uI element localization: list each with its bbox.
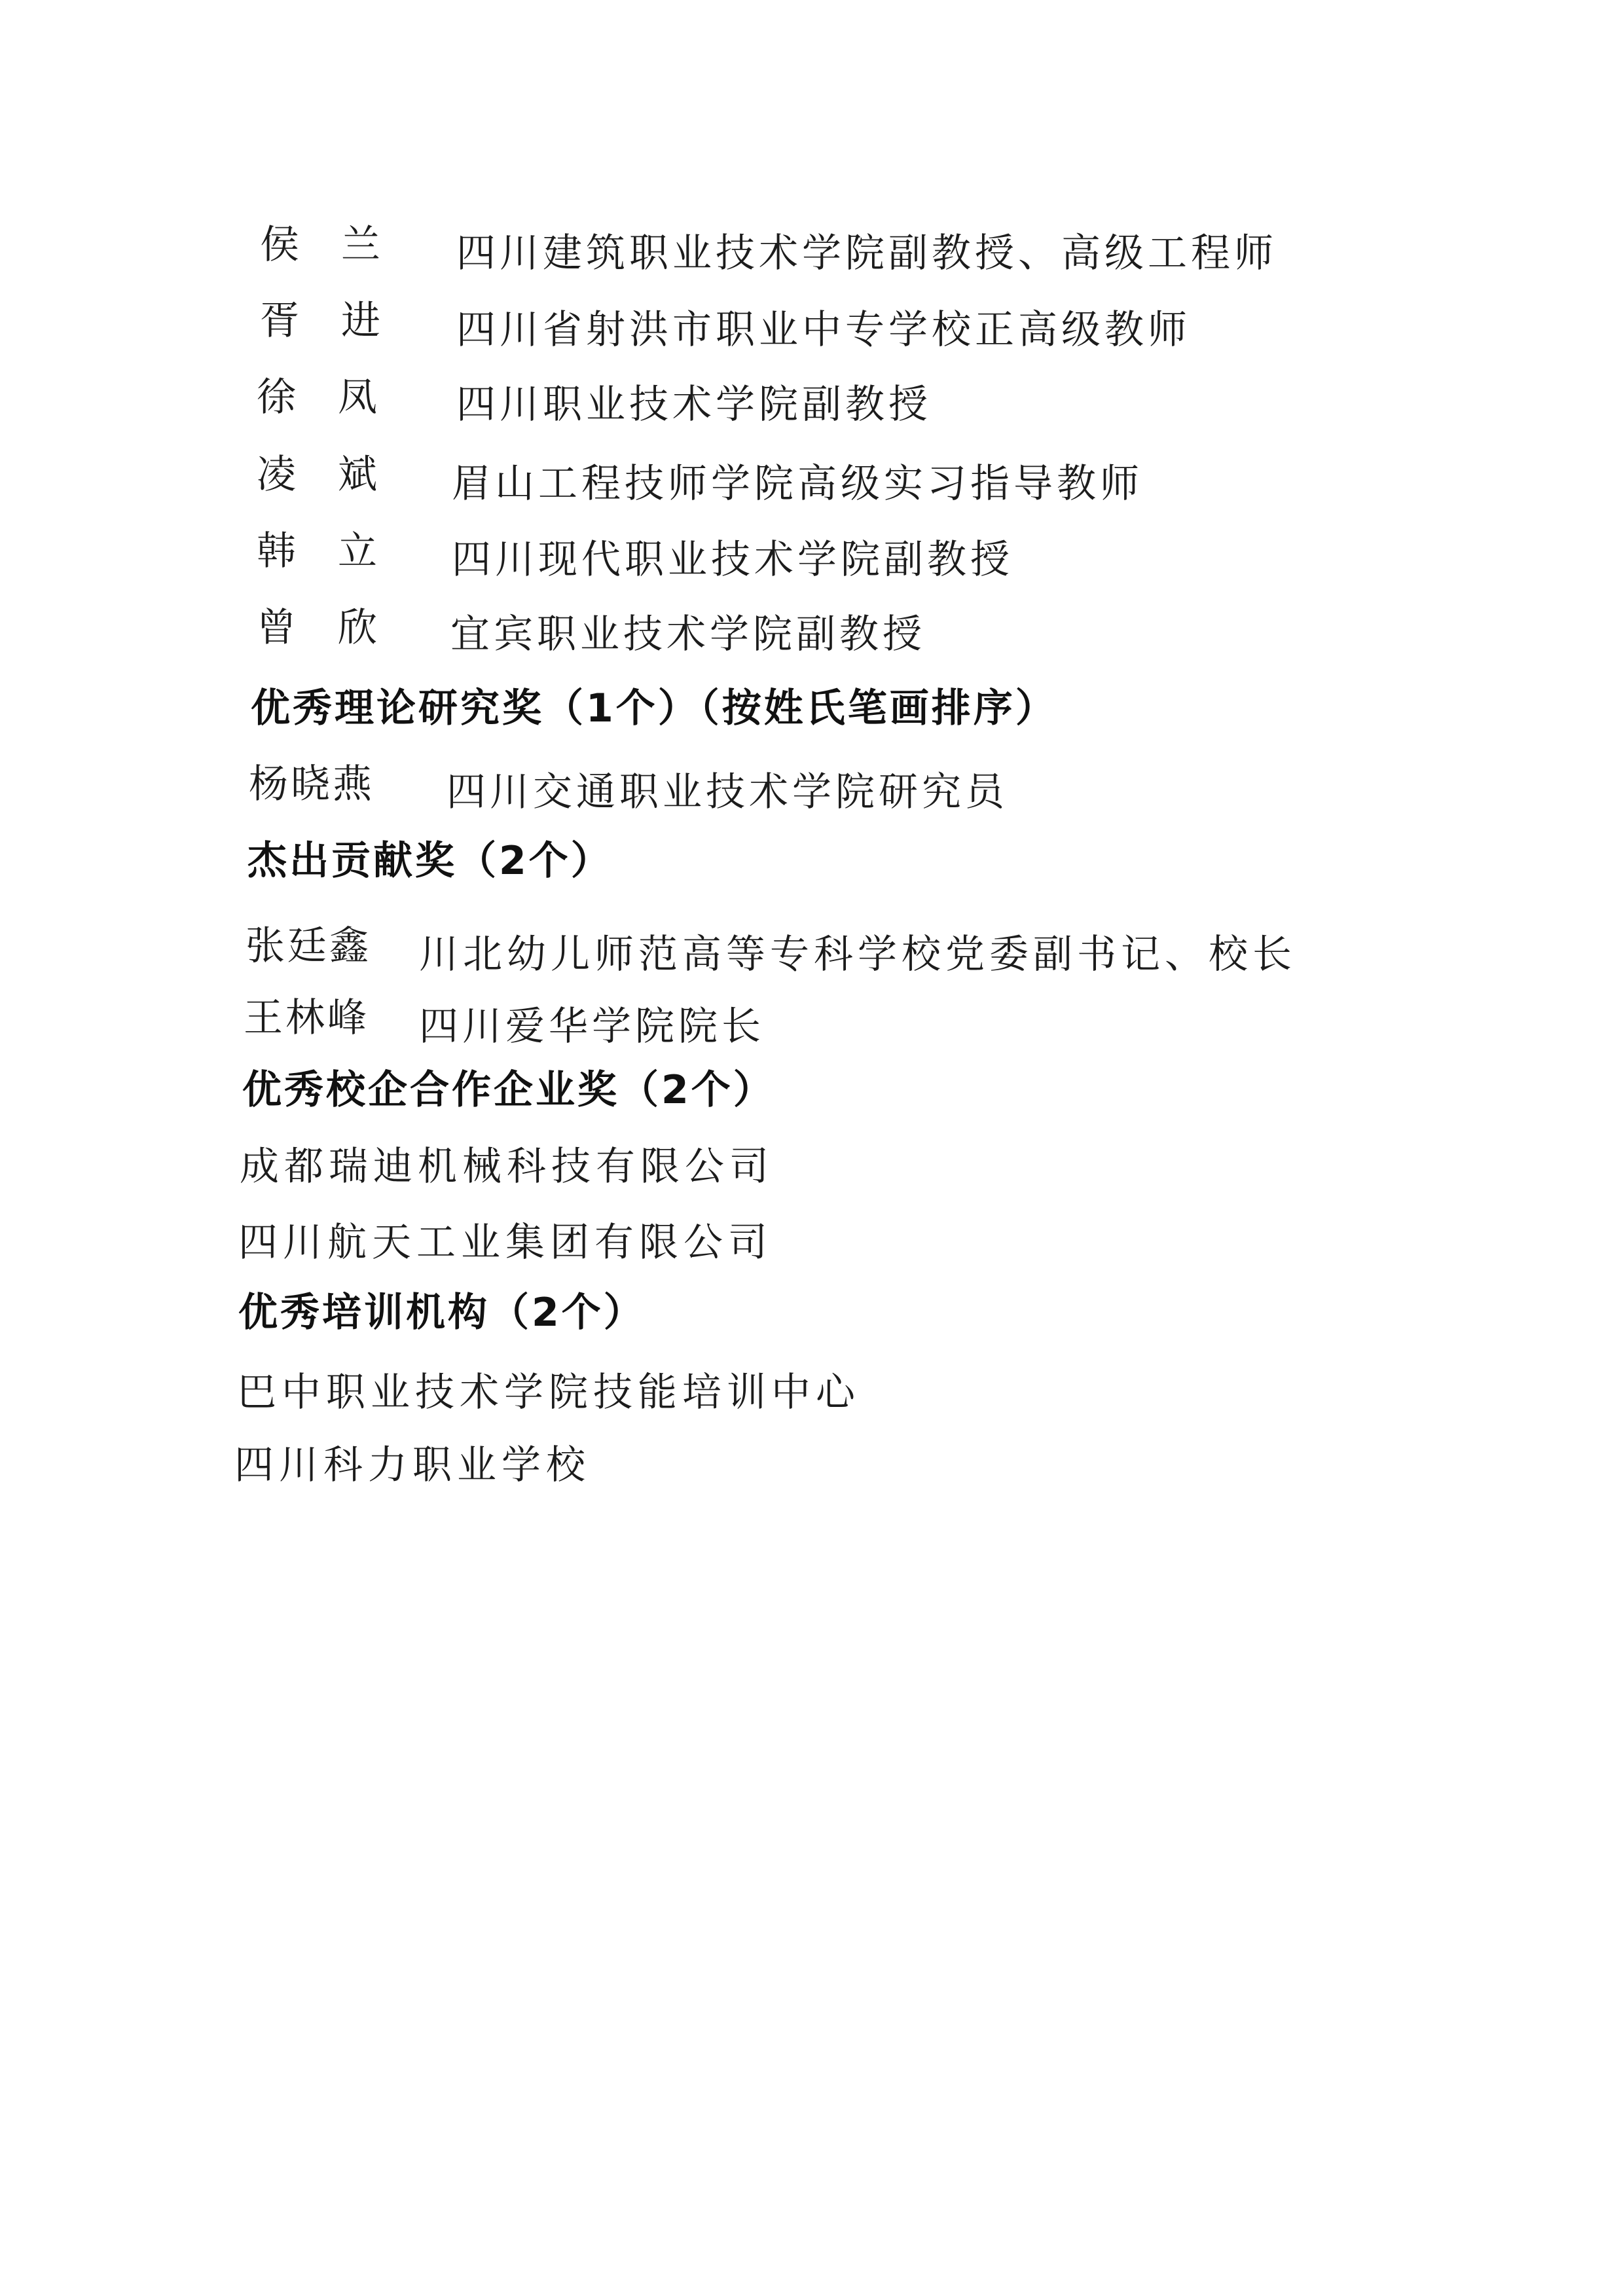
section-heading-training-award: 优秀培训机构（2个） [238, 1290, 646, 1336]
person-title: 四川现代职业技术学院副教授 [452, 537, 1013, 583]
enterprise-item: 成都瑞迪机械科技有限公司 [240, 1144, 774, 1190]
person-name: 胥进 [260, 298, 422, 344]
person-name: 侯兰 [260, 222, 422, 268]
person-name: 韩立 [257, 528, 419, 574]
person-name: 凌斌 [257, 452, 419, 498]
person-name: 杨晓燕 [249, 761, 374, 807]
person-title: 四川交通职业技术学院研究员 [447, 769, 1008, 815]
person-name: 张廷鑫 [246, 923, 371, 969]
person-title: 宜宾职业技术学院副教授 [450, 611, 926, 657]
section-heading-enterprise-award: 优秀校企合作企业奖（2个） [242, 1067, 775, 1113]
section-heading-contribution-award: 杰出贡献奖（2个） [247, 838, 613, 884]
section-heading-theory-award: 优秀理论研究奖（1个）（按姓氏笔画排序） [251, 685, 1057, 731]
training-item: 巴中职业技术学院技能培训中心 [237, 1370, 860, 1415]
enterprise-item: 四川航天工业集团有限公司 [238, 1220, 773, 1266]
person-title: 四川省射洪市职业中专学校正高级教师 [456, 307, 1191, 353]
person-title: 眉山工程技师学院高级实习指导教师 [452, 461, 1143, 507]
person-name: 曾欣 [257, 605, 419, 651]
training-item: 四川科力职业学校 [234, 1442, 591, 1488]
person-title: 四川职业技术学院副教授 [456, 382, 932, 428]
person-name: 徐凤 [257, 374, 419, 420]
person-title: 四川建筑职业技术学院副教授、高级工程师 [456, 230, 1277, 276]
person-title: 四川爱华学院院长 [419, 1004, 765, 1049]
person-name: 王林峰 [244, 995, 369, 1041]
person-title: 川北幼儿师范高等专科学校党委副书记、校长 [419, 932, 1296, 977]
